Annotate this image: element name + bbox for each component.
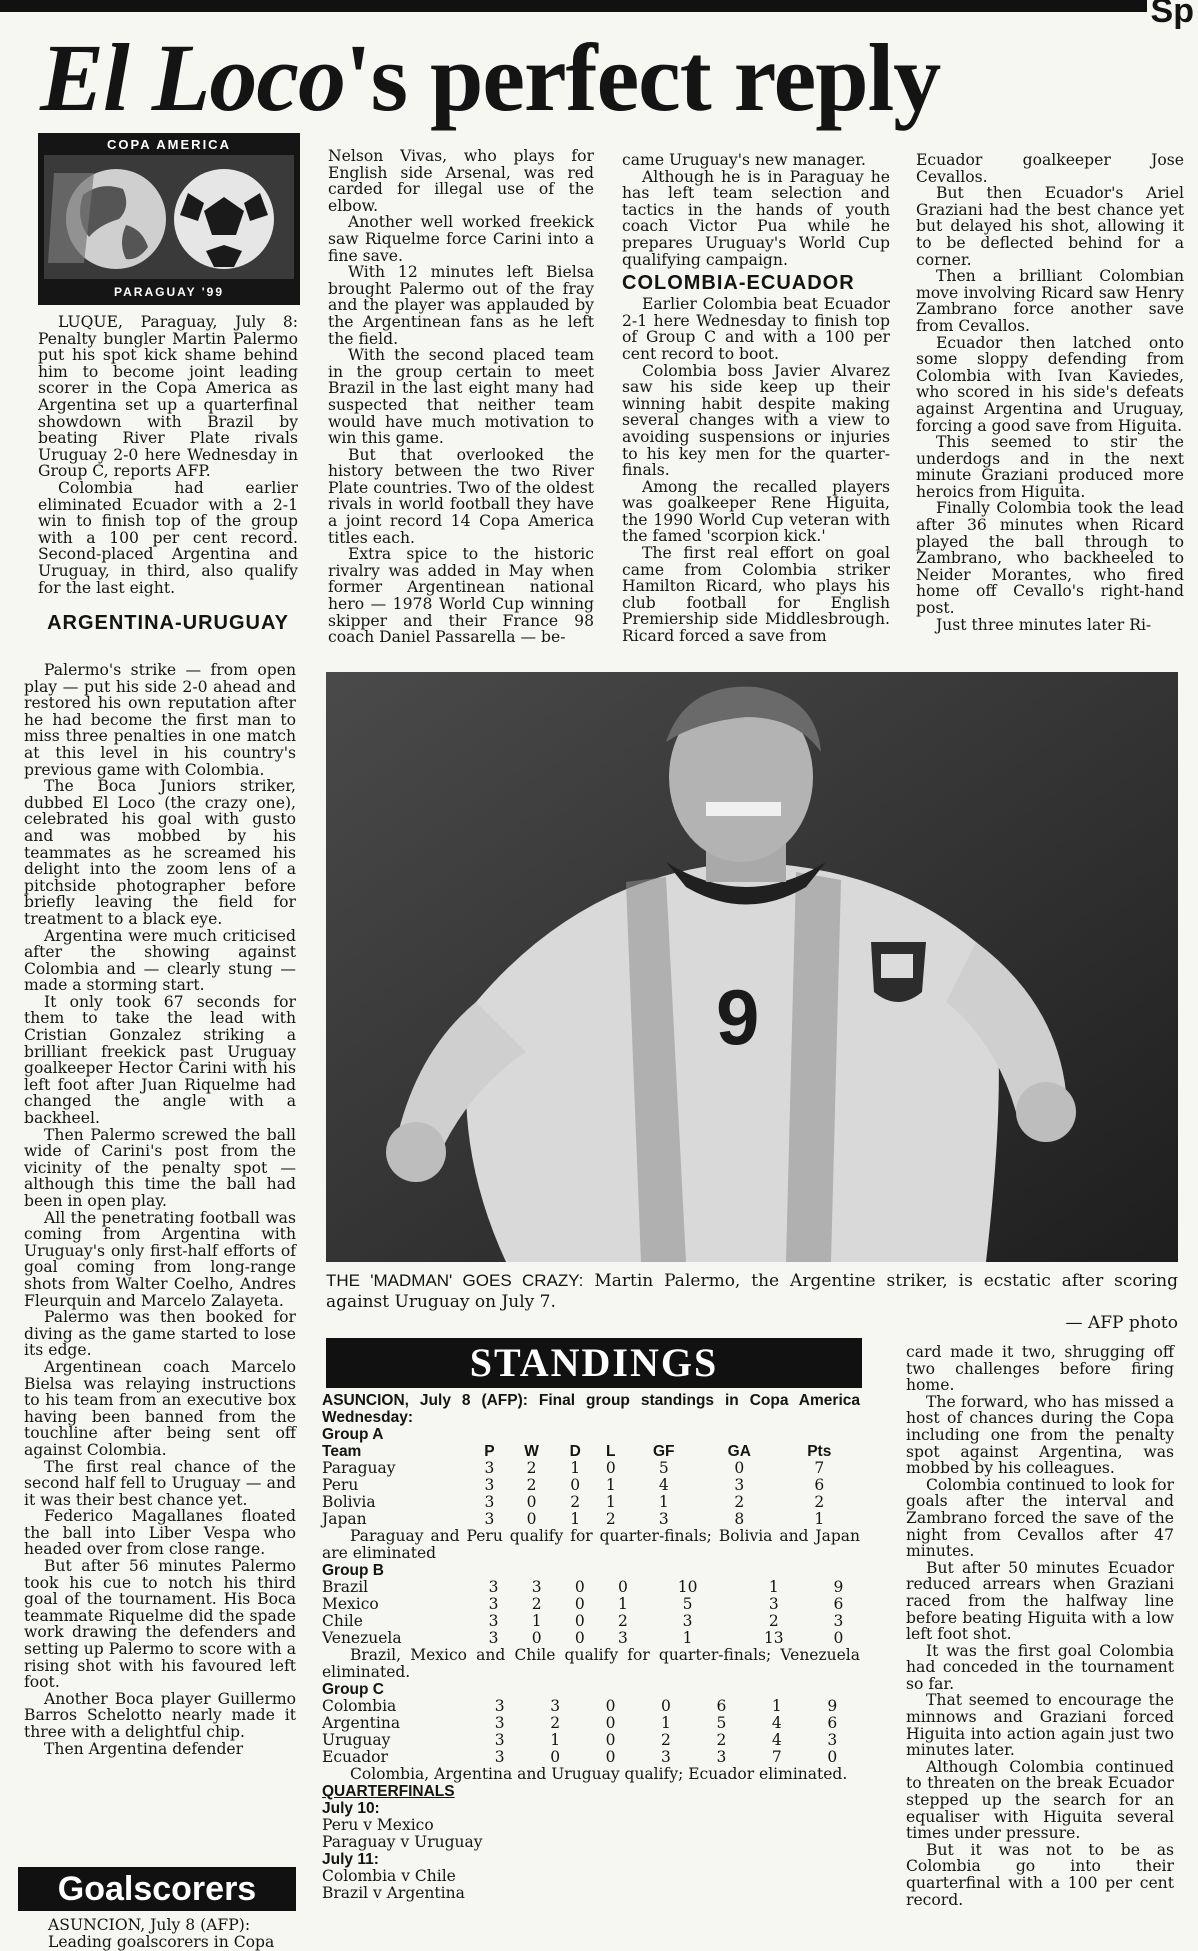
article-paragraph: Colombia had earlier eliminated Ecuador with a 2-1 win to finish top of the group with a 100 per cent record. Second-placed Argentina and Uruguay, in third, also qualify for the last eight. bbox=[38, 478, 298, 597]
article-paragraph: Just three minutes later Ri- bbox=[936, 615, 1152, 634]
stat-cell: 1 bbox=[605, 1476, 616, 1494]
stat-cell: 6 bbox=[833, 1595, 844, 1613]
table-row bbox=[322, 1749, 860, 1766]
logo-bottom-text: PARAGUAY '99 bbox=[114, 285, 224, 299]
stat-cell: 0 bbox=[605, 1697, 616, 1715]
stat-cell: 0 bbox=[526, 1493, 537, 1511]
stat-cell: 2 bbox=[768, 1612, 779, 1630]
article-paragraph: The forward, who has missed a host of chances during the Copa including one from the penalty spot against Argentina, was mobbed by his colleagues. bbox=[906, 1392, 1174, 1478]
article-paragraph: Palermo was then booked for diving as the game started to lose its edge. bbox=[24, 1308, 296, 1360]
stat-cell: 0 bbox=[661, 1697, 671, 1715]
article-paragraph: Extra spice to the historic rivalry was added in May when former Argentinean national hero — 1978 World Cup winning skipper and their France 98 coach Daniel Passarella — be- bbox=[328, 545, 594, 647]
stat-cell: 3 bbox=[716, 1748, 727, 1766]
stat-cell: 3 bbox=[484, 1459, 495, 1477]
standings-title: STANDINGS bbox=[326, 1338, 862, 1388]
header-gf: GF bbox=[652, 1443, 675, 1460]
team-name: Bolivia bbox=[322, 1493, 376, 1511]
team-name: Chile bbox=[322, 1612, 363, 1630]
article-paragraph: Another Boca player Guillermo Barros Schelotto nearly made it three with a delightful chip. bbox=[24, 1689, 296, 1741]
player-illustration bbox=[326, 672, 1178, 1262]
article-paragraph: Among the recalled players was goalkeeper Rene Higuita, the 1990 World Cup veteran with the famed 'scorpion kick.' bbox=[622, 477, 890, 546]
stat-cell: 0 bbox=[574, 1629, 585, 1647]
subhead-argentina-uruguay: ARGENTINA-URUGUAY bbox=[47, 612, 289, 635]
stat-cell: 0 bbox=[526, 1510, 537, 1528]
quarterfinals-title: QUARTERFINALS bbox=[322, 1783, 455, 1800]
stat-cell: 4 bbox=[658, 1476, 669, 1494]
article-paragraph: This seemed to stir the underdogs and in the next minute Graziani produced more heroics from Higuita. bbox=[916, 433, 1184, 501]
table-row bbox=[322, 1698, 860, 1715]
article-paragraph: Colombia boss Javier Alvarez saw his side keep up their winning habit despite making several changes with a view to avoiding suspensions or injuries to his key men for the quarter-finals. bbox=[622, 361, 890, 480]
stat-cell: 0 bbox=[605, 1748, 616, 1766]
stat-cell: 3 bbox=[833, 1612, 844, 1630]
stat-cell: 2 bbox=[531, 1595, 542, 1613]
article-paragraph: Ecuador goalkeeper Jose Cevallos. bbox=[916, 151, 1184, 186]
stat-cell: 7 bbox=[771, 1748, 782, 1766]
article-paragraph: Palermo's strike — from open play — put his side 2-0 ahead and restored his own reputation after he had become the first man to miss three penalties in one match at this level in his country's previous game with Colombia. bbox=[24, 661, 296, 779]
stat-cell: 6 bbox=[814, 1476, 825, 1494]
stat-cell: 3 bbox=[531, 1578, 542, 1596]
team-name: Peru bbox=[322, 1476, 359, 1494]
subhead-colombia-ecuador: COLOMBIA-ECUADOR bbox=[622, 272, 855, 295]
stat-cell: 1 bbox=[570, 1510, 581, 1528]
team-name: Japan bbox=[322, 1510, 367, 1528]
stat-cell: 1 bbox=[682, 1629, 693, 1647]
dateline-paragraph: LUQUE, Paraguay, July 8: Penalty bungler Martin Palermo put his spot kick shame behind him to become joint leading scorer in the Copa America as Argentina set up a quarterfinal showdown with Brazil by beating River Plate rivals Uruguay 2-0 here Wednesday in Group C, reports AFP. bbox=[38, 313, 298, 481]
group-b-table bbox=[322, 1579, 860, 1647]
article-paragraph: came Uruguay's new manager. bbox=[622, 151, 866, 169]
stat-cell: 3 bbox=[827, 1731, 838, 1749]
caption-text: Martin Palermo, the Argentine striker, is ecstatic after scoring against Uruguay on July 7. bbox=[326, 1271, 1179, 1312]
column-4 bbox=[916, 152, 1184, 662]
article-paragraph: Finally Colombia took the lead after 36 minutes when Ricard played the ball through to Zambrano, who backheeled to Neider Morantes, who fired home off Cevallo's right-hand post. bbox=[916, 499, 1184, 618]
article-paragraph: Although Colombia continued to threaten on the break Ecuador stepped up the search for an equaliser with Higuita several times under pressure. bbox=[906, 1757, 1174, 1843]
stat-cell: 3 bbox=[488, 1578, 499, 1596]
stat-cell: 3 bbox=[488, 1629, 499, 1647]
column-1-body bbox=[24, 662, 296, 1858]
header-pts: Pts bbox=[807, 1443, 832, 1460]
stat-cell: 3 bbox=[618, 1629, 628, 1647]
article-paragraph: With 12 minutes left Bielsa brought Palermo out of the fray and the player was applauded by the Argentinean fans as he left the field. bbox=[328, 263, 594, 348]
header-p: P bbox=[484, 1443, 495, 1460]
stat-cell: 1 bbox=[661, 1714, 671, 1732]
stat-cell: 3 bbox=[494, 1748, 505, 1766]
table-row bbox=[322, 1494, 860, 1511]
caption-tag: THE 'MADMAN' GOES CRAZY: bbox=[326, 1271, 584, 1290]
stat-cell: 1 bbox=[605, 1493, 616, 1511]
stat-cell: 0 bbox=[531, 1629, 542, 1647]
header-team: Team bbox=[322, 1443, 362, 1460]
stat-cell: 8 bbox=[734, 1510, 745, 1528]
stat-cell: 3 bbox=[682, 1612, 693, 1630]
goalscorers-title: Goalscorers bbox=[18, 1867, 296, 1911]
article-paragraph: Argentinean coach Marcelo Bielsa was relaying instructions to his team from an executive box having been banned from the touchline after being sent off against Colombia. bbox=[24, 1357, 296, 1459]
article-paragraph: Another well worked freekick saw Riquelme force Carini into a fine save. bbox=[328, 213, 594, 265]
group-b-title: Group B bbox=[322, 1562, 384, 1579]
photo-caption bbox=[326, 1270, 1178, 1334]
stat-cell: 1 bbox=[570, 1459, 581, 1477]
column-3 bbox=[622, 152, 890, 662]
article-paragraph: All the penetrating football was coming from Argentina with Uruguay's only first-half efforts of goal coming from long-range shots from Walter Coelho, Andres Fleurquin and Marcelo Zalayeta. bbox=[24, 1208, 296, 1310]
article-paragraph: Federico Magallanes floated the ball into Liber Vespa who headed over from close range. bbox=[24, 1507, 296, 1559]
team-name: Paraguay bbox=[322, 1459, 396, 1477]
goalscorers-cut-line: Leading goalscorers in Copa bbox=[48, 1933, 275, 1951]
column-2 bbox=[328, 148, 594, 662]
article-paragraph: It was the first goal Colombia had conceded in the tournament so far. bbox=[906, 1641, 1174, 1693]
stat-cell: 0 bbox=[570, 1476, 581, 1494]
stat-cell: 3 bbox=[494, 1714, 505, 1732]
headline-nickname: El Loco bbox=[40, 24, 345, 131]
stat-cell: 0 bbox=[550, 1748, 561, 1766]
article-paragraph: Then a brilliant Colombian move involving Ricard saw Henry Zambrano force another save from Cevallos. bbox=[916, 267, 1184, 335]
stat-cell: 3 bbox=[734, 1476, 745, 1494]
stat-cell: 10 bbox=[677, 1578, 698, 1596]
stat-cell: 3 bbox=[494, 1697, 505, 1715]
standings-panel bbox=[322, 1392, 860, 1902]
stat-cell: 0 bbox=[574, 1578, 585, 1596]
headline-rest: 's perfect reply bbox=[344, 24, 941, 131]
stat-cell: 2 bbox=[661, 1731, 671, 1749]
qf-match: Paraguay v Uruguay bbox=[322, 1833, 483, 1851]
stat-cell: 1 bbox=[771, 1697, 782, 1715]
article-paragraph: Nelson Vivas, who plays for English side Arsenal, was red carded for illegal use of the elbow. bbox=[328, 147, 594, 215]
stat-cell: 1 bbox=[768, 1578, 779, 1596]
stat-cell: 1 bbox=[531, 1612, 542, 1630]
stat-cell: 1 bbox=[550, 1731, 561, 1749]
stat-cell: 2 bbox=[526, 1476, 537, 1494]
stat-cell: 3 bbox=[488, 1595, 499, 1613]
team-name: Mexico bbox=[322, 1595, 379, 1613]
table-row bbox=[322, 1579, 860, 1596]
stat-cell: 4 bbox=[771, 1731, 782, 1749]
article-paragraph: But that overlooked the history between the two River Plate countries. Two of the oldest rivals in world football they have a joint record 14 Copa America titles each. bbox=[328, 445, 594, 547]
header-w: W bbox=[524, 1443, 539, 1460]
table-header-row bbox=[322, 1443, 860, 1460]
shirt-number: 9 bbox=[716, 973, 760, 1061]
table-row bbox=[322, 1596, 860, 1613]
header-d: D bbox=[569, 1443, 581, 1460]
team-name: Brazil bbox=[322, 1578, 369, 1596]
stat-cell: 7 bbox=[814, 1459, 825, 1477]
section-tag: Sp bbox=[1147, 0, 1198, 31]
article-paragraph: But after 56 minutes Palermo took his cue to notch his third goal of the tournament. His Boca teammate Riquelme did the spade work drawing the defenders and setting up Palermo to score with a rising shot with his favoured left foot. bbox=[24, 1557, 296, 1692]
article-paragraph: That seemed to encourage the minnows and Graziani forced Higuita into action again just two minutes later. bbox=[906, 1691, 1174, 1760]
stat-cell: 3 bbox=[550, 1697, 561, 1715]
stat-cell: 5 bbox=[716, 1714, 727, 1732]
stat-cell: 3 bbox=[494, 1731, 505, 1749]
table-row bbox=[322, 1715, 860, 1732]
palermo-photo bbox=[326, 672, 1178, 1262]
copa-america-logo bbox=[38, 133, 300, 305]
stat-cell: 9 bbox=[827, 1697, 838, 1715]
stat-cell: 2 bbox=[570, 1493, 581, 1511]
logo-graphic bbox=[38, 133, 300, 305]
photo-credit: — AFP photo bbox=[1065, 1313, 1178, 1333]
stat-cell: 5 bbox=[658, 1459, 669, 1477]
stat-cell: 0 bbox=[618, 1578, 628, 1596]
stat-cell: 6 bbox=[716, 1697, 727, 1715]
stat-cell: 0 bbox=[605, 1459, 616, 1477]
article-paragraph: Argentina were much criticised after the showing against Colombia and — clearly stung — made a storming start. bbox=[24, 926, 296, 995]
table-row bbox=[322, 1732, 860, 1749]
stat-cell: 1 bbox=[658, 1493, 669, 1511]
column-1-top bbox=[38, 313, 298, 635]
article-paragraph: But then Ecuador's Ariel Graziani had the best chance yet but delayed his shot, allowing it to be deflected behind for a corner. bbox=[916, 184, 1184, 269]
headline bbox=[40, 18, 1190, 138]
article-paragraph: Then Argentina defender bbox=[44, 1739, 244, 1758]
table-row bbox=[322, 1460, 860, 1477]
qf-date: July 10: bbox=[322, 1800, 380, 1817]
article-paragraph: With the second placed team in the group certain to meet Brazil in the last eight many had suspected that neither team would have much motivation to win this game. bbox=[328, 346, 594, 448]
article-paragraph: The first real chance of the second half fell to Uruguay — and it was their best chance yet. bbox=[24, 1457, 296, 1509]
stat-cell: 2 bbox=[716, 1731, 727, 1749]
article-paragraph: card made it two, shrugging off two challenges before firing home. bbox=[906, 1343, 1174, 1395]
article-paragraph: Although he is in Paraguay he has left team selection and tactics in the hands of youth coach Victor Pua while he prepares Uruguay's World Cup qualifying campaign. bbox=[622, 167, 890, 269]
goalscorers-text bbox=[48, 1916, 296, 1951]
stat-cell: 3 bbox=[484, 1510, 495, 1528]
group-a-title: Group A bbox=[322, 1426, 384, 1443]
stat-cell: 2 bbox=[605, 1510, 616, 1528]
table-row bbox=[322, 1477, 860, 1494]
stat-cell: 9 bbox=[833, 1578, 844, 1596]
stat-cell: 3 bbox=[658, 1510, 669, 1528]
logo-top-text: COPA AMERICA bbox=[107, 137, 231, 152]
column-5 bbox=[906, 1344, 1174, 1928]
qf-match: Colombia v Chile bbox=[322, 1867, 456, 1885]
stat-cell: 2 bbox=[526, 1459, 537, 1477]
team-name: Ecuador bbox=[322, 1748, 388, 1766]
team-name: Venezuela bbox=[322, 1629, 402, 1647]
group-b-note: Brazil, Mexico and Chile qualify for quarter-finals; Venezuela eliminated. bbox=[322, 1646, 860, 1681]
stat-cell: 0 bbox=[605, 1731, 616, 1749]
stat-cell: 5 bbox=[682, 1595, 693, 1613]
stat-cell: 13 bbox=[763, 1629, 784, 1647]
table-row bbox=[322, 1613, 860, 1630]
stat-cell: 4 bbox=[771, 1714, 782, 1732]
stat-cell: 0 bbox=[833, 1629, 844, 1647]
team-name: Uruguay bbox=[322, 1731, 391, 1749]
article-paragraph: Then Palermo screwed the ball wide of Carini's post from the vicinity of the penalty spot — although this time the ball had been in open play. bbox=[24, 1125, 296, 1210]
qf-match: Brazil v Argentina bbox=[322, 1884, 465, 1902]
stat-cell: 2 bbox=[618, 1612, 628, 1630]
group-c-title: Group C bbox=[322, 1681, 384, 1698]
group-a-note: Paraguay and Peru qualify for quarter-finals; Bolivia and Japan are eliminated bbox=[322, 1527, 860, 1562]
stat-cell: 6 bbox=[827, 1714, 838, 1732]
goalscorers-intro: ASUNCION, July 8 (AFP): bbox=[48, 1916, 251, 1934]
header-ga: GA bbox=[727, 1443, 751, 1460]
stat-cell: 1 bbox=[814, 1510, 825, 1528]
stat-cell: 2 bbox=[734, 1493, 745, 1511]
stat-cell: 3 bbox=[661, 1748, 671, 1766]
table-row bbox=[322, 1630, 860, 1647]
team-name: Argentina bbox=[322, 1714, 401, 1732]
team-name: Colombia bbox=[322, 1697, 397, 1715]
article-paragraph: Colombia continued to look for goals after the interval and Zambrano forced the save of the night from Cevallos after 47 minutes. bbox=[906, 1475, 1174, 1561]
standings-intro: ASUNCION, July 8 (AFP): Final group standings in Copa America Wednesday: bbox=[322, 1392, 860, 1426]
article-paragraph: Earlier Colombia beat Ecuador 2-1 here Wednesday to finish top of Group C and with a 100 per cent record to boot. bbox=[622, 295, 890, 363]
qf-match: Peru v Mexico bbox=[322, 1816, 434, 1834]
qf-date: July 11: bbox=[322, 1851, 379, 1868]
stat-cell: 3 bbox=[484, 1476, 495, 1494]
stat-cell: 0 bbox=[574, 1595, 585, 1613]
article-paragraph: The Boca Juniors striker, dubbed El Loco (the crazy one), celebrated his goal with gusto and was mobbed by his teammates as he screamed his delight into the zoom lens of a pitchside photographer before briefly leaving the field for treatment to a black eye. bbox=[24, 777, 296, 928]
stat-cell: 0 bbox=[827, 1748, 838, 1766]
article-paragraph: But it was not to be as Colombia go into their quarterfinal with a 100 per cent record. bbox=[906, 1840, 1174, 1909]
stat-cell: 0 bbox=[734, 1459, 745, 1477]
stat-cell: 0 bbox=[574, 1612, 585, 1630]
top-rule bbox=[0, 0, 1198, 12]
stat-cell: 3 bbox=[484, 1493, 495, 1511]
stat-cell: 3 bbox=[488, 1612, 499, 1630]
group-c-table bbox=[322, 1698, 860, 1766]
stat-cell: 3 bbox=[768, 1595, 779, 1613]
header-l: L bbox=[606, 1443, 616, 1460]
article-paragraph: It only took 67 seconds for them to take the lead with Cristian Gonzalez striking a brilliant freekick past Uruguay goalkeeper Hector Carini with his left foot after Juan Riquelme had changed the angle with a backheel. bbox=[24, 992, 296, 1128]
table-row bbox=[322, 1511, 860, 1528]
article-paragraph: Ecuador then latched onto some sloppy defending from Colombia with Ivan Kaviedes, who scored in his side's defeats against Argentina and Uruguay, forcing a good save from Higuita. bbox=[916, 333, 1184, 435]
article-paragraph: The first real effort on goal came from Colombia striker Hamilton Ricard, who plays his club football for English Premiership side Middlesbrough. Ricard forced a save from bbox=[622, 544, 890, 646]
stat-cell: 2 bbox=[814, 1493, 825, 1511]
stat-cell: 0 bbox=[605, 1714, 616, 1732]
article-paragraph: But after 50 minutes Ecuador reduced arrears when Graziani raced from the halfway line before beating Higuita with a low left foot shot. bbox=[906, 1558, 1174, 1644]
group-c-note: Colombia, Argentina and Uruguay qualify; Ecuador eliminated. bbox=[350, 1765, 848, 1783]
stat-cell: 1 bbox=[618, 1595, 628, 1613]
group-a-table bbox=[322, 1443, 860, 1528]
stat-cell: 2 bbox=[550, 1714, 561, 1732]
